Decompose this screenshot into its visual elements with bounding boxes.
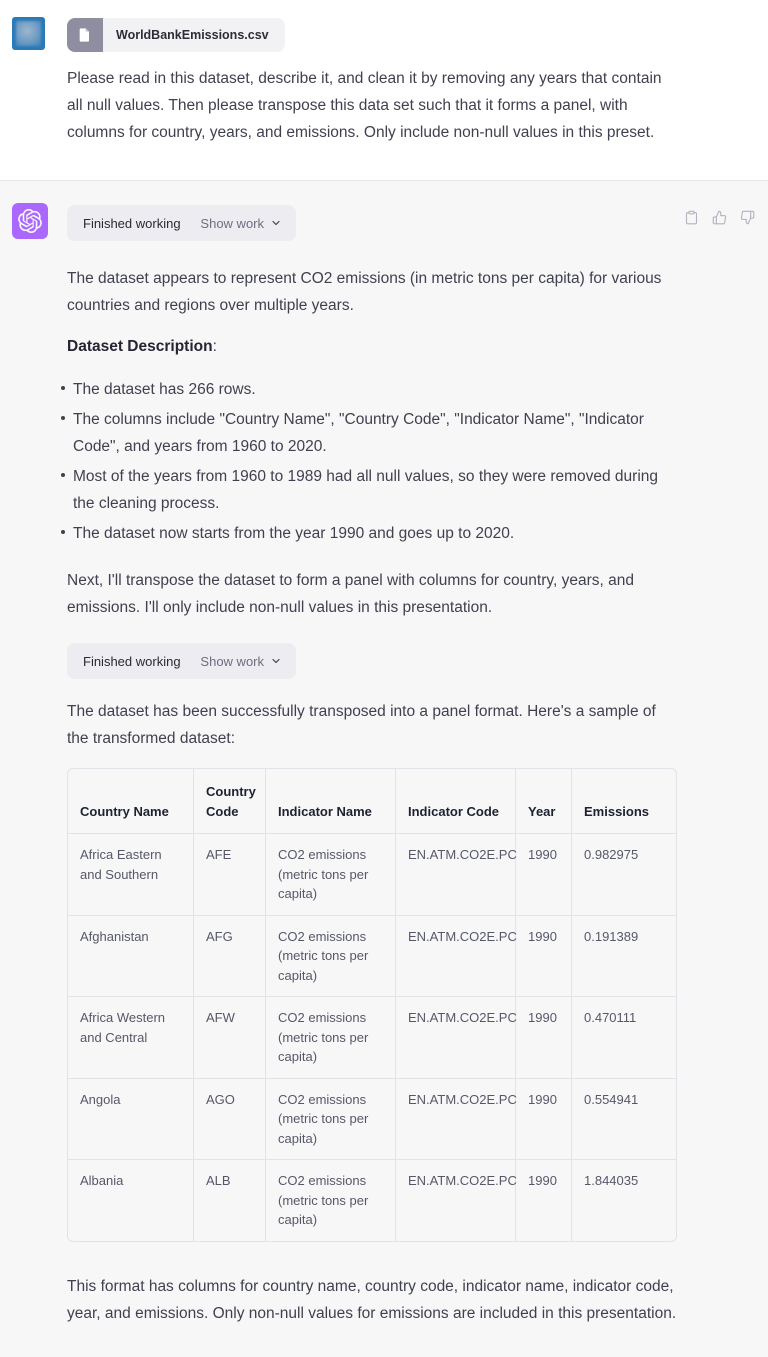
assistant-message [0, 180, 768, 1357]
dataset-description-heading: Dataset Description: [67, 338, 217, 355]
table-cell: EN.ATM.CO2E.PC [395, 915, 515, 997]
work-status-label: Finished working [83, 653, 181, 669]
table-cell: Africa Western and Central [68, 996, 193, 1078]
assistant-paragraph-4: This format has columns for country name, country code, indicator name, indicator code, year, and emissions. Only non-null values for emissions are included in this presentation. [67, 1277, 677, 1322]
table-cell: EN.ATM.CO2E.PC [395, 833, 515, 915]
file-attachment-chip[interactable] [67, 18, 285, 52]
list-item: The dataset now starts from the year 1990 and goes up to 2020. [61, 520, 679, 547]
table-row [68, 833, 676, 915]
user-message [0, 0, 768, 180]
thumbs-down-icon[interactable] [740, 210, 755, 225]
table-cell: Africa Eastern and Southern [68, 833, 193, 915]
assistant-paragraph-2: Next, I'll transpose the dataset to form a panel with columns for country, years, and emissions. I'll only include non-null values in this presentation. [67, 572, 634, 616]
column-header: Indicator Name [265, 769, 395, 833]
table-cell: 1990 [515, 1159, 571, 1241]
table-cell: AGO [193, 1078, 265, 1160]
table-cell: CO2 emissions (metric tons per capita) [265, 833, 395, 915]
table-cell: 0.982975 [571, 833, 676, 915]
table-cell: 1990 [515, 996, 571, 1078]
column-header: Country Name [80, 803, 169, 819]
table-cell: EN.ATM.CO2E.PC [395, 1078, 515, 1160]
table-cell: CO2 emissions (metric tons per capita) [265, 1078, 395, 1160]
table-cell: AFW [193, 996, 265, 1078]
file-attachment-name: WorldBankEmissions.csv [116, 28, 269, 42]
table-cell: 1990 [515, 915, 571, 997]
table-cell: 0.554941 [571, 1078, 676, 1160]
table-row [68, 1078, 676, 1160]
column-header: Year [515, 769, 571, 833]
column-header: Indicator Code [395, 769, 515, 833]
table-header-row [68, 769, 676, 833]
column-header: Country Code [193, 769, 265, 833]
dataset-description-list [67, 376, 679, 547]
openai-logo-icon [18, 209, 42, 233]
user-message-text: Please read in this dataset, describe it, and clean it by removing any years that contain all null values. Then please transpose this data set such that it forms a panel, with columns for country, years, and emissions. Only include non-null values in this preset. [67, 70, 662, 141]
list-item: The columns include "Country Name", "Country Code", "Indicator Name", "Indicator Code", and years from 1960 to 2020. [61, 406, 679, 460]
list-item: The dataset has 266 rows. [61, 376, 679, 403]
show-work-toggle-1[interactable] [67, 205, 296, 241]
work-status-label: Finished working [83, 215, 181, 231]
user-avatar-image [16, 21, 41, 46]
table-cell: EN.ATM.CO2E.PC [395, 996, 515, 1078]
table-cell: CO2 emissions (metric tons per capita) [265, 996, 395, 1078]
show-work-button[interactable]: Show work [200, 654, 282, 669]
table-cell: CO2 emissions (metric tons per capita) [265, 1159, 395, 1241]
table-cell: 1990 [515, 1078, 571, 1160]
table-cell: 0.470111 [571, 996, 676, 1078]
user-avatar [12, 17, 45, 50]
message-actions [684, 210, 755, 225]
table-cell: CO2 emissions (metric tons per capita) [265, 915, 395, 997]
chevron-down-icon [270, 217, 282, 229]
list-item: Most of the years from 1960 to 1989 had all null values, so they were removed during the cleaning process. [61, 463, 679, 517]
table-cell: 1.844035 [571, 1159, 676, 1241]
table-row [68, 915, 676, 997]
table-cell: AFG [193, 915, 265, 997]
table-cell: AFE [193, 833, 265, 915]
column-header: Emissions [571, 769, 676, 833]
emissions-panel-table [67, 768, 677, 1242]
assistant-avatar [12, 203, 48, 239]
show-work-button[interactable]: Show work [200, 216, 282, 231]
table-row [68, 1159, 676, 1241]
table-cell: Albania [68, 1159, 193, 1241]
table-cell: ALB [193, 1159, 265, 1241]
table-cell: EN.ATM.CO2E.PC [395, 1159, 515, 1241]
assistant-paragraph-3: The dataset has been successfully transposed into a panel format. Here's a sample of the transformed dataset: [67, 703, 656, 747]
assistant-paragraph-1: The dataset appears to represent CO2 emissions (in metric tons per capita) for various countries and regions over multiple years. [67, 270, 662, 314]
table-cell: Angola [68, 1078, 193, 1160]
copy-icon[interactable] [684, 210, 699, 225]
table-row [68, 996, 676, 1078]
chevron-down-icon [270, 655, 282, 667]
table-cell: Afghanistan [68, 915, 193, 997]
show-work-toggle-2[interactable] [67, 643, 296, 679]
table-cell: 0.191389 [571, 915, 676, 997]
file-icon [67, 18, 103, 52]
table-cell: 1990 [515, 833, 571, 915]
thumbs-up-icon[interactable] [712, 210, 727, 225]
